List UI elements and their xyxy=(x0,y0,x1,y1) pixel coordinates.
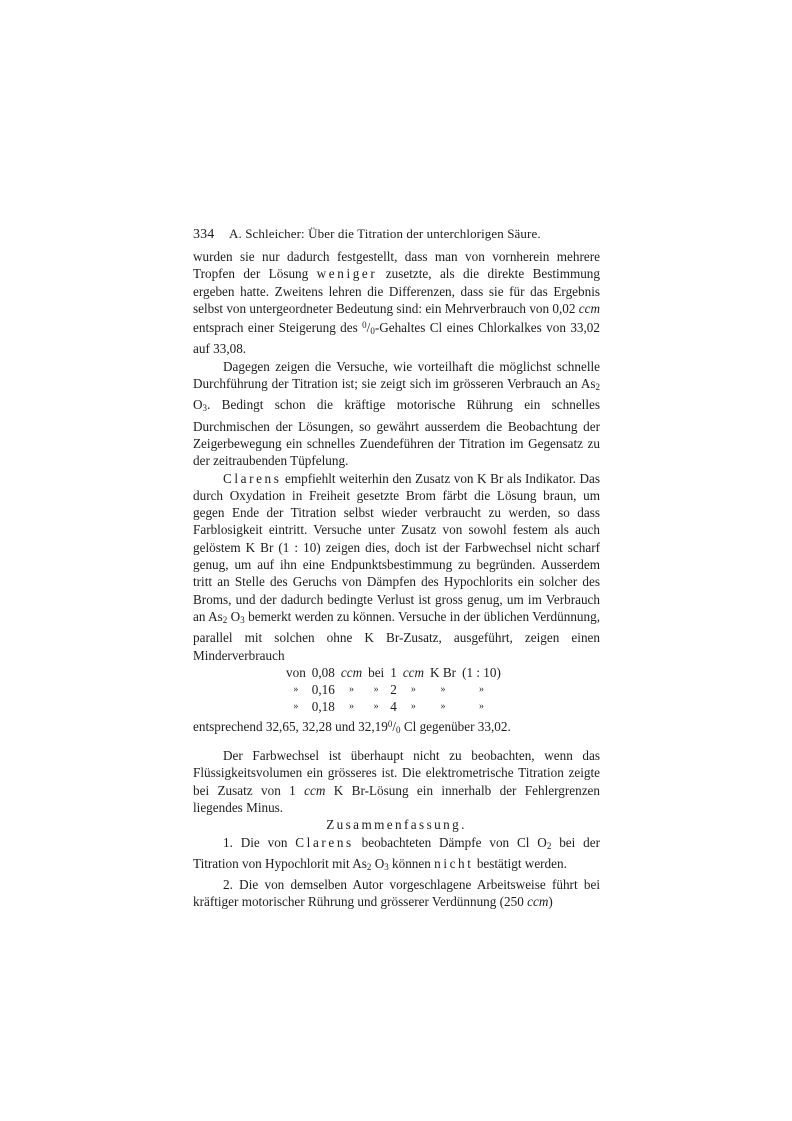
section-heading: Zusammenfassung. xyxy=(326,817,467,833)
text-run: entsprach einer Steigerung des xyxy=(193,320,363,336)
text-run: O xyxy=(193,397,203,413)
subscript: 2 xyxy=(222,614,228,625)
paragraph-4 xyxy=(193,716,600,739)
table-row xyxy=(286,681,507,698)
ditto-mark: » xyxy=(293,684,299,696)
spaced-emphasis: weniger xyxy=(316,266,378,282)
table-cell: von xyxy=(286,664,306,680)
subscript: 2 xyxy=(546,840,552,851)
ditto-mark: » xyxy=(373,701,379,713)
table-row xyxy=(286,698,507,715)
ditto-mark: » xyxy=(440,684,446,696)
summary-item-1 xyxy=(193,834,600,877)
text-run: wurden sie nur dadurch festgestellt, dass man von vornherein mehrere Tropfen der Lösung xyxy=(193,249,600,282)
table-cell: 0,16 xyxy=(311,682,335,698)
ditto-mark: » xyxy=(373,684,379,696)
ditto-mark: » xyxy=(478,684,484,696)
author-name-spaced: Clarens xyxy=(295,834,354,850)
text-run: 1. Die von xyxy=(223,834,296,850)
text-run: K Br-Lösung ein innerhalb der Fehlergrenzen liegendes Minus. xyxy=(193,782,600,815)
table-cell: ccm xyxy=(402,664,425,680)
text-run: . Bedingt schon die kräftige motorische Rührung ein schnelles Durchmischen der Lösungen, so gewährt ausserdem die Beobachtung der Zeigerbewegung ein schnelles Zuendeführen der Titration im Gegensatz zu der zeitraubenden Tüpfelung. xyxy=(193,397,600,469)
superscript: 0 xyxy=(362,320,367,331)
unit-ccm: ccm xyxy=(578,300,601,316)
table-cell: bei xyxy=(368,664,385,680)
table-cell: 0,08 xyxy=(311,664,335,680)
table-cell: 0,18 xyxy=(311,699,335,715)
text-run: -Gehaltes Cl eines Chlorkalkes von 33,02 auf 33,08. xyxy=(193,320,600,357)
subscript: 3 xyxy=(202,403,208,414)
body-text xyxy=(193,248,600,911)
text-run: Dagegen zeigen die Versuche, wie vorteilhaft die möglichst schnelle Durchführung der Titration ist; sie zeigt sich im grösseren Verbrauch an As xyxy=(193,358,600,392)
ditto-mark: » xyxy=(293,701,299,713)
paragraph-2 xyxy=(193,358,600,470)
subscript: 2 xyxy=(366,861,372,872)
text-run: können xyxy=(388,855,435,871)
page-number: 334 xyxy=(193,227,215,242)
paragraph-1 xyxy=(193,248,600,358)
subscript: 0 xyxy=(370,326,375,337)
text-run: bemerkt werden zu können. Versuche in der üblichen Verdünnung, parallel mit solchen ohne K Br-Zusatz, ausgeführt, zeigen einen Minderverbrauch xyxy=(193,608,601,663)
text-run: 2. Die von demselben Autor vorgeschlagene Arbeitsweise führt bei kräftiger motorischer Rührung und grösserer Verdünnung (250 xyxy=(193,877,600,910)
text-run: zusetzte, als die direkte Bestimmung ergeben hatte. Zweitens lehren die Differenzen, dass sie für das Ergebnis selbst von untergeordneter Bedeutung sind: ein Mehrverbrauch von 0,02 xyxy=(193,266,600,316)
subscript: 3 xyxy=(240,614,245,625)
text-run: O xyxy=(227,608,241,624)
table-cell: 2 xyxy=(390,682,397,698)
unit-ccm: ccm xyxy=(527,894,549,910)
ditto-mark: » xyxy=(348,684,354,696)
text-run: empfiehlt weiterhin den Zusatz von K Br als Indikator. Das durch Oxydation in Freiheit gesetzte Brom färbt die Lösung braun, um gegen Ende der Titration selbst wieder verbraucht zu werden, so dass Farblosigkeit eintritt. Versuche unter Zusatz von sowohl festem als auch gelöstem K Br (1 : 10) zeigen dies, doch ist der Farbwechsel nicht scharf genug, um auf ihn eine Endpunktsbestimmung zu begründen. Ausserdem tritt an Stelle des Geruchs von Dämpfen des Hypochlorits ein solcher des Broms, und der dadurch bedingte Verlust ist gross genug, um im Verbrauch an As xyxy=(193,470,600,624)
text-run: O xyxy=(371,855,385,871)
text-run: / xyxy=(366,320,371,336)
running-header xyxy=(193,226,613,243)
spaced-emphasis: nicht xyxy=(434,855,474,871)
text-run: bestätigt werden. xyxy=(473,855,567,871)
paragraph-3 xyxy=(193,470,600,664)
table-cell: 1 xyxy=(390,664,397,680)
running-title: A. Schleicher: Über die Titration der unterchlorigen Säure. xyxy=(229,226,541,241)
text-run: entsprechend 32,65, 32,28 und 32,19 xyxy=(193,718,388,734)
text-run: bei der Titration von Hypochlorit mit As xyxy=(193,834,600,871)
subscript: 2 xyxy=(595,382,600,393)
table-cell: (1 : 10) xyxy=(462,664,501,680)
subscript: 0 xyxy=(396,724,401,735)
text-run: Der Farbwechsel ist überhaupt nicht zu beobachten, wenn das Flüssigkeitsvolumen ein grösseres ist. Die elektrometrische Titration zeigte bei Zusatz von 1 xyxy=(193,748,600,798)
subscript: 3 xyxy=(384,861,389,872)
ditto-mark: » xyxy=(440,701,446,713)
text-run: ) xyxy=(548,894,553,910)
table-cell: ccm xyxy=(340,664,363,680)
consumption-table xyxy=(286,664,507,716)
ditto-mark: » xyxy=(410,701,416,713)
text-run: / xyxy=(392,718,397,734)
ditto-mark: » xyxy=(478,701,484,713)
summary-item-2 xyxy=(193,876,600,911)
ditto-mark: » xyxy=(348,701,354,713)
text-run: Cl gegenüber 33,02. xyxy=(400,718,511,734)
ditto-mark: » xyxy=(410,684,416,696)
author-name-spaced: Clarens xyxy=(223,470,282,486)
text-run: beobachteten Dämpfe von Cl O xyxy=(353,834,547,850)
table-cell: K Br xyxy=(430,664,457,680)
table-row xyxy=(286,664,507,681)
table-cell: 4 xyxy=(390,699,397,715)
superscript: 0 xyxy=(387,718,393,729)
paragraph-5 xyxy=(193,747,600,816)
unit-ccm: ccm xyxy=(304,782,326,798)
